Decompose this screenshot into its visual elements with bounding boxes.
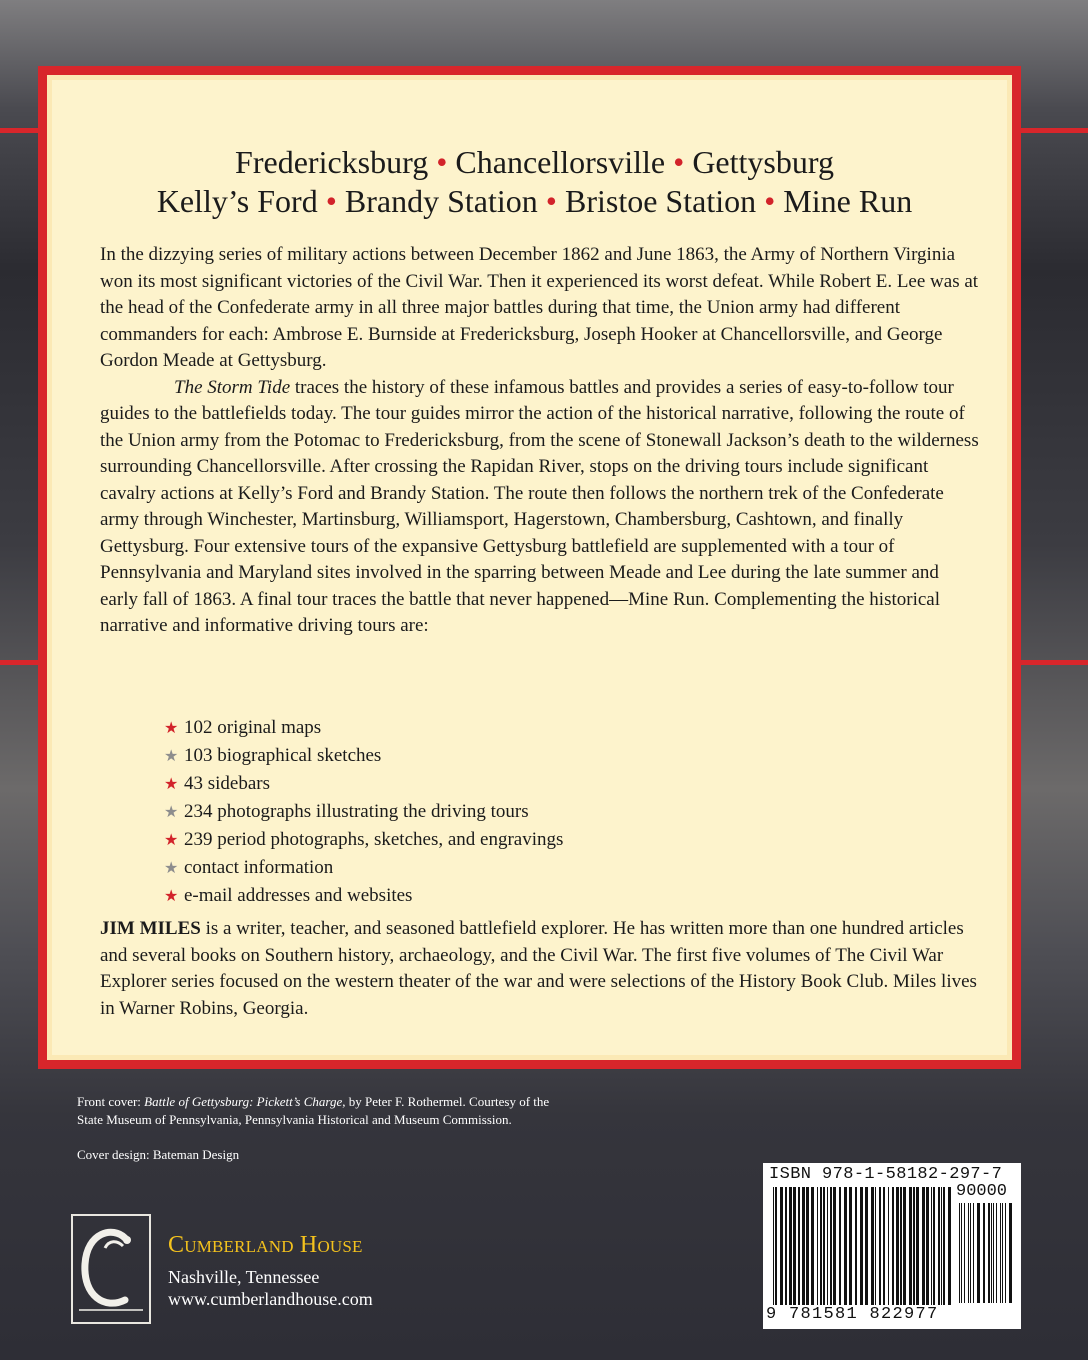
barcode-bar [922,1187,925,1305]
barcode-bar [780,1187,783,1305]
cover-design-credit: Cover design: Bateman Design [77,1147,240,1162]
barcode-bar [938,1187,940,1305]
front-cover-credit [77,1093,549,1129]
description-paragraph-2 [100,375,980,640]
credit-suffix: , by Peter F. Rothermel. Courtesy of the [342,1094,550,1109]
star-icon: ★ [164,888,179,905]
barcode-bar [875,1187,876,1305]
barcode-bar [1005,1203,1006,1303]
front-cover-credit-line-1 [77,1093,549,1111]
publisher-name-part-1: UMBERLAND [184,1237,294,1256]
barcode-bar [1002,1203,1003,1303]
barcode-bar [855,1187,857,1305]
bullet-separator: • [545,183,557,219]
description-paragraph-1: In the dizzying series of military actions between December 1862 and June 1863, the Army of Northern Virginia won its most significant victories of the Civil War. Then it experienced its worst defeat. While Robert E. Lee was at the head of the Confederate army in all three major battles during that time, the Union army had different commanders for each: Ambrose E. Burnside at Fredericksburg, Joseph Hooker at Chancellorsville, and George Gordon Meade at Gettysburg. [100,244,979,371]
description-paragraph-2-text: traces the history of these infamous battles and provides a series of easy-to-follow tour guides to the battlefields today. The tour guides mirror the action of the historical narrative, following the route of the Union army from the Potomac to Fredericksburg, from the scene of Stonewall Jackson’s death to the wilderness surrounding Chancellorsville. After crossing the Rapidan River, stops on the driving tours include significant cavalry actions at Kelly’s Ford and Brandy Station. The route then follows the northern trek of the Confederate army through Winchester, Martinsburg, Williamsport, Hagerstown, Chambersburg, Cashtown, and finally Gettysburg. Four extensive tours of the expansive Gettysburg battlefield are supplemented with a tour of Pennsylvania and Maryland sites involved in the sparring between Meade and Lee during the late summer and early fall of 1863. A final tour traces the battle that never happened—Mine Run. Complementing the historical narrative and informative driving tours are: [100,376,979,636]
bullet-separator: • [436,144,448,180]
barcode-bar [909,1187,912,1305]
publisher-website[interactable]: www.cumberlandhouse.com [168,1289,373,1309]
barcode-bar [968,1203,969,1303]
battle-brandy-station: Brandy Station [344,183,538,219]
credit-prefix: Front cover: [77,1094,145,1109]
author-bio [100,916,980,1022]
publisher-name [168,1232,363,1259]
barcode-bar [964,1203,965,1303]
star-icon: ★ [164,720,179,737]
book-title: The Storm Tide [174,376,291,398]
publisher-initial-h: H [299,1232,318,1258]
barcode-bar [988,1203,990,1303]
barcode-bar [789,1187,792,1305]
barcode-bar [860,1187,863,1305]
barcode-bar [798,1187,800,1305]
barcode-bar [913,1187,915,1305]
barcode-bar [811,1187,814,1305]
barcode-bar [879,1187,881,1305]
barcode-bar [996,1203,997,1303]
barcode-bar [941,1187,942,1305]
bullet-separator: • [325,183,337,219]
barcode-bar [802,1187,805,1305]
barcode-bar [839,1187,841,1305]
barcode-bar [916,1187,919,1305]
description-panel-inner [47,75,1012,1060]
painting-title: Battle of Gettysburg: Pickett’s Charge [144,1094,343,1109]
feature-text: contact information [184,857,334,878]
feature-text: 234 photographs illustrating the driving tours [184,801,529,822]
price-code: 90000 [956,1182,1008,1201]
barcode-bar [865,1187,868,1305]
barcode-bar [926,1187,929,1305]
barcode-bar [983,1203,985,1303]
feature-text: 239 period photographs, sketches, and engravings [184,829,564,850]
feature-text: 103 biographical sketches [184,745,382,766]
battle-list-line-1 [52,142,1017,182]
barcode-bar [823,1187,825,1305]
star-icon: ★ [164,748,179,765]
star-icon: ★ [164,860,179,877]
star-icon: ★ [164,804,179,821]
battle-fredericksburg: Fredericksburg [235,144,429,180]
barcode-bar [775,1187,777,1305]
author-bio-text: is a writer, teacher, and seasoned battlefield explorer. He has written more than one hundred articles and several books on Southern history, archaeology, and the Civil War. The first five volumes of The Civil War Explorer series focused on the western theater of the war and were selections of the History Book Club. Miles lives in Warner Robins, Georgia. [100,918,977,1019]
author-name: JIM MILES [100,918,201,939]
publisher-initial-c: C [168,1232,185,1258]
publisher-name-part-2: OUSE [317,1237,363,1256]
barcode-bar [900,1187,902,1305]
feature-text: 43 sidebars [184,773,271,794]
isbn-number: ISBN 978-1-58182-297-7 [769,1165,1003,1184]
feature-text: e-mail addresses and websites [184,885,413,906]
description-panel [38,66,1021,1069]
barcode-bar [849,1187,852,1305]
barcode-bar [903,1187,906,1305]
list-item [164,742,563,770]
battle-gettysburg: Gettysburg [692,144,834,180]
barcode-bar [844,1187,847,1305]
barcode-bar [931,1187,932,1305]
barcode-bar [773,1187,774,1305]
barcode-bar [827,1187,828,1305]
author-bio-paragraph [100,916,980,1022]
list-item [164,826,563,854]
feature-list [164,714,563,910]
barcode-bar [833,1187,836,1305]
barcode-bar [896,1187,899,1305]
list-item [164,770,563,798]
publisher-logo [71,1214,151,1324]
barcode-bar [785,1187,787,1305]
barcode-bar [991,1203,992,1303]
barcode-bar [970,1203,971,1303]
ean-number: 9 781581 822977 [766,1305,939,1324]
addon-barcode-bars [959,1203,1015,1303]
barcode-bar [883,1187,885,1305]
star-icon: ★ [164,832,179,849]
publisher-c-logo-icon [73,1216,149,1322]
barcode-bar [892,1187,894,1305]
barcode-bar [817,1187,818,1305]
star-icon: ★ [164,776,179,793]
barcode-bar [820,1187,822,1305]
barcode-bar [1009,1203,1012,1303]
barcode-bar [793,1187,796,1305]
list-item [164,882,563,910]
ean-barcode-bars [773,1187,951,1305]
battle-mine-run: Mine Run [783,183,913,219]
barcode-bar [943,1187,945,1305]
list-item [164,798,563,826]
barcode-bar [977,1203,980,1303]
barcode-bar [888,1187,889,1305]
feature-text: 102 original maps [184,717,322,738]
list-item [164,714,563,742]
list-item [164,854,563,882]
barcode-bar [830,1187,832,1305]
barcode-bar [806,1187,809,1305]
bullet-separator: • [673,144,685,180]
battle-bristoe-station: Bristoe Station [564,183,757,219]
isbn-barcode [763,1163,1021,1329]
barcode-bar [1000,1203,1001,1303]
publisher-city: Nashville, Tennessee [168,1267,320,1287]
barcode-bar [961,1203,962,1303]
front-cover-credit-line-2: State Museum of Pennsylvania, Pennsylvania Historical and Museum Commission. [77,1112,512,1127]
battle-chancellorsville: Chancellorsville [455,144,666,180]
barcode-bar [973,1203,974,1303]
battle-list-line-2 [52,181,1017,221]
barcode-bar [871,1187,874,1305]
barcode-bar [959,1203,960,1303]
bullet-separator: • [764,183,776,219]
barcode-bar [948,1187,951,1305]
battle-kellys-ford: Kelly’s Ford [156,183,318,219]
barcode-bar [993,1203,994,1303]
book-description [100,242,980,640]
barcode-bar [933,1187,935,1305]
